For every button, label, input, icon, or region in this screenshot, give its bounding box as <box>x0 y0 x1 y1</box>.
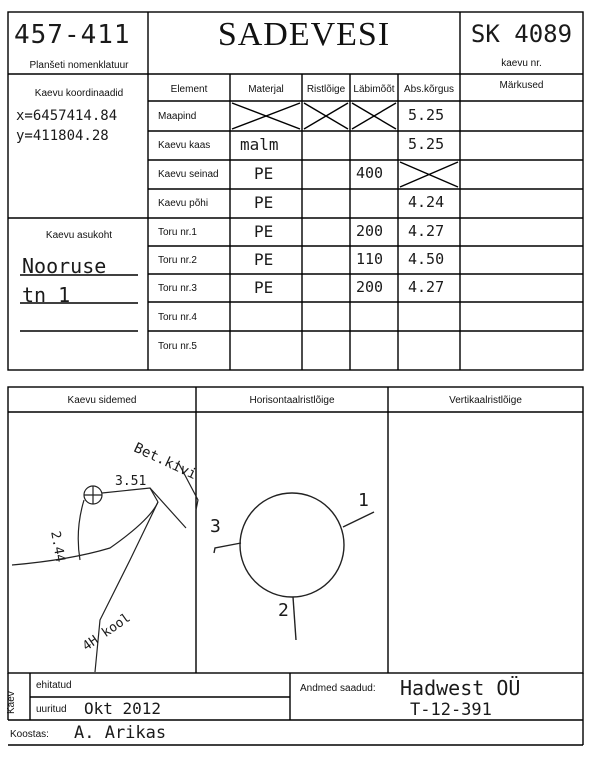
horizontal-section-drawing <box>214 493 374 640</box>
location-label: Kaevu asukoht <box>45 230 113 241</box>
row-material: PE <box>254 164 274 183</box>
row-material: PE <box>254 222 274 241</box>
pipe-label-2: 2 <box>278 600 289 621</box>
sketch-label-bet: Bet.kivi <box>131 440 200 484</box>
row-element: Toru nr.5 <box>158 341 197 352</box>
page-title: SADEVESI <box>217 16 391 53</box>
row-height: 4.50 <box>408 250 445 268</box>
row-height: 4.24 <box>408 193 445 211</box>
author-label: Koostas: <box>10 729 49 740</box>
coordinate-y: y=411804.28 <box>16 128 109 144</box>
sheet-number: 457-411 <box>14 20 131 50</box>
row-height: 4.27 <box>408 278 445 296</box>
built-label: ehitatud <box>36 680 72 691</box>
row-material: PE <box>254 250 274 269</box>
well-code: SK 4089 <box>470 20 573 48</box>
sketch-distance-1: 3.51 <box>115 474 147 489</box>
row-diameter: 200 <box>356 278 384 296</box>
surveyed-label: uuritud <box>36 704 67 715</box>
sketch-label-kool: 4H kool <box>80 610 134 655</box>
coordinate-x: x=6457414.84 <box>16 108 118 124</box>
location-street: Nooruse <box>22 254 107 278</box>
col-header-material: Materjal <box>248 84 284 95</box>
row-material: malm <box>240 135 279 154</box>
sketch-distance-2: 2.44 <box>47 530 68 564</box>
col-header-diameter: Läbimõõt <box>353 84 395 95</box>
col-header-height: Abs.kõrgus <box>403 84 455 95</box>
pipe-label-3: 3 <box>210 516 221 537</box>
row-height: 5.25 <box>408 106 445 124</box>
location-number: tn 1 <box>22 283 71 307</box>
row-diameter: 400 <box>356 164 384 182</box>
row-element: Maapind <box>158 111 197 122</box>
row-element: Toru nr.2 <box>158 255 197 266</box>
data-source-code: T-12-391 <box>410 700 492 720</box>
kaev-label: Kaev <box>6 691 17 714</box>
row-element: Toru nr.4 <box>158 312 197 323</box>
row-element: Toru nr.1 <box>158 227 197 238</box>
data-source-label: Andmed saadud: <box>300 683 376 694</box>
author-value: A. Arikas <box>74 723 167 743</box>
row-element: Kaevu seinad <box>158 169 219 180</box>
row-height: 4.27 <box>408 222 445 240</box>
row-diameter: 200 <box>356 222 384 240</box>
col-header-notes: Märkused <box>499 80 544 91</box>
row-element: Toru nr.3 <box>158 283 197 294</box>
row-material: PE <box>254 193 274 212</box>
well-label: kaevu nr. <box>501 58 542 69</box>
col-header-cross: Ristlõige <box>306 84 346 95</box>
row-element: Kaevu põhi <box>158 198 209 209</box>
vertical-section-header: Vertikaalristlõige <box>449 395 522 406</box>
surveyed-value: Okt 2012 <box>84 699 162 718</box>
horizontal-section-header: Horisontaalristlõige <box>249 395 335 406</box>
pipe-label-1: 1 <box>358 490 369 511</box>
row-diameter: 110 <box>356 250 384 268</box>
row-height: 5.25 <box>408 135 445 153</box>
row-element: Kaevu kaas <box>158 140 211 151</box>
connections-header: Kaevu sidemed <box>67 395 137 406</box>
sheet-label: Planšeti nomenklatuur <box>29 60 129 71</box>
data-source-company: Hadwest OÜ <box>400 676 521 700</box>
col-header-element: Element <box>170 84 208 95</box>
row-material: PE <box>254 278 274 297</box>
coordinates-label: Kaevu koordinaadid <box>34 88 124 99</box>
